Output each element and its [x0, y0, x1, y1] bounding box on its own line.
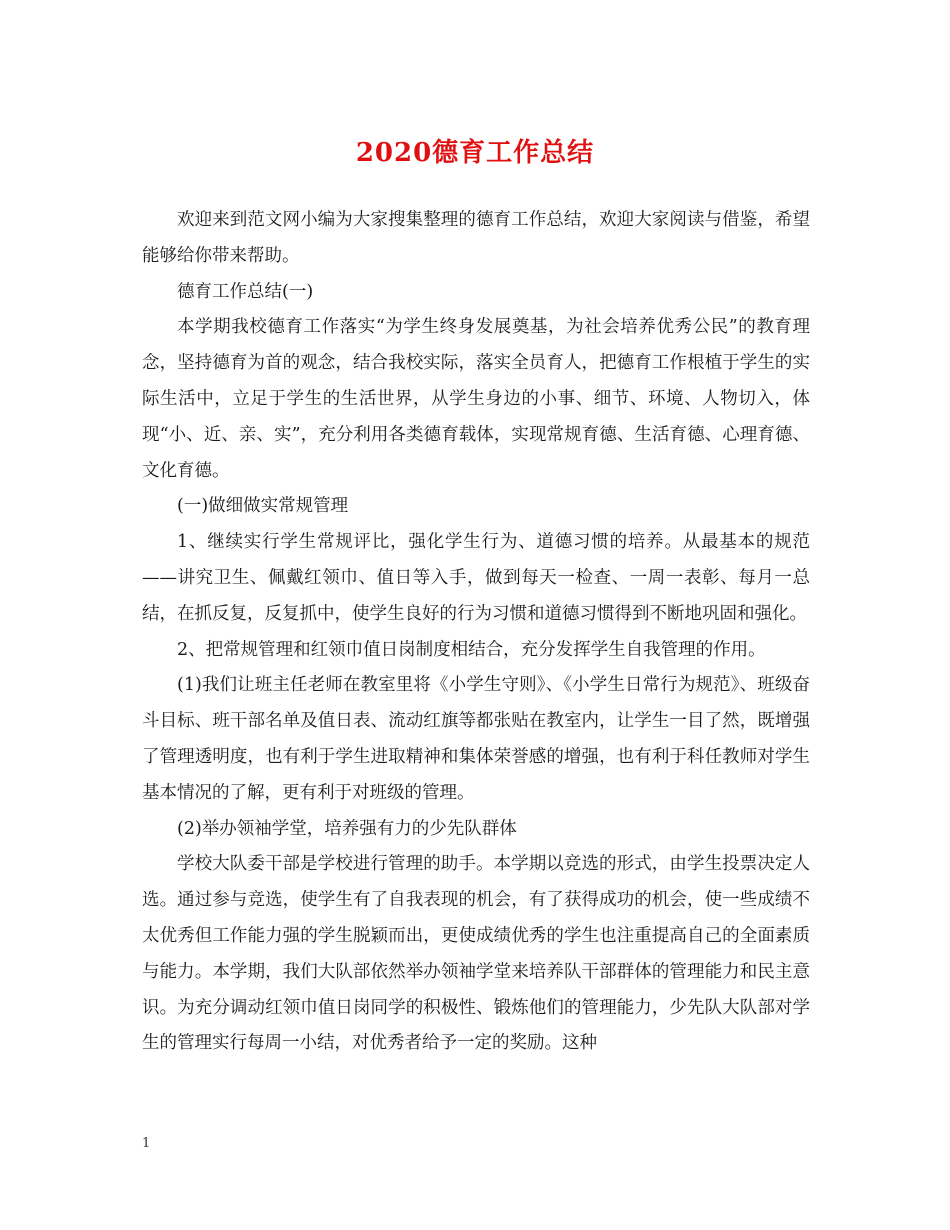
paragraph-subitem-2: (2)举办领袖学堂，培养强有力的少先队群体	[177, 818, 517, 839]
section-heading-1: 德育工作总结(一)	[177, 281, 314, 302]
paragraph-intro: 欢迎来到范文网小编为大家搜集整理的德育工作总结，欢迎大家阅读与借鉴，希望能够给你带来帮助。	[142, 210, 810, 266]
document-title: 2020德育工作总结	[355, 138, 595, 168]
paragraph-overview: 本学期我校德育工作落实“为学生终身发展奠基，为社会培养优秀公民”的教育理念，坚持德育为首的观念，结合我校实际，落实全员育人，把德育工作根植于学生的实际生活中，立足于学生的生活世界，从学生身边的小事、细节、环境、人物切入，体现“小、近、亲、实”，充分利用各类德育载体，实现常规育德、生活育德、心理育德、文化育德。	[142, 317, 810, 481]
paragraph-leaders: 学校大队委干部是学校进行管理的助手。本学期以竞选的形式，由学生投票决定人选。通过参与竞选，使学生有了自我表现的机会，有了获得成功的机会，使一些成绩不太优秀但工作能力强的学生脱颖而出，更使成绩优秀的学生也注重提高自己的全面素质与能力。本学期，我们大队部依然举办领袖学堂来培养队干部群体的管理能力和民主意识。为充分调动红领巾值日岗同学的积极性、锻炼他们的管理能力，少先队大队部对学生的管理实行每周一小结，对优秀者给予一定的奖励。这种	[142, 854, 810, 1054]
document-body	[142, 203, 810, 1062]
paragraph-subitem-1: (1)我们让班主任老师在教室里将《小学生守则》、《小学生日常行为规范》、班级奋斗目标、班干部名单及值日表、流动红旗等都张贴在教室内，让学生一目了然，既增强了管理透明度，也有利于学生进取精神和集体荣誉感的增强，也有利于科任教师对学生基本情况的了解，更有利于对班级的管理。	[142, 675, 810, 803]
paragraph-item-1: 1、继续实行学生常规评比，强化学生行为、道德习惯的培养。从最基本的规范——讲究卫生、佩戴红领巾、值日等入手，做到每天一检查、一周一表彰、每月一总结，在抓反复，反复抓中，使学生良好的行为习惯和道德习惯得到不断地巩固和强化。	[142, 532, 810, 624]
page-number: 1	[142, 1136, 151, 1151]
paragraph-item-2: 2、把常规管理和红领巾值日岗制度相结合，充分发挥学生自我管理的作用。	[177, 639, 766, 660]
subsection-heading-routine: (一)做细做实常规管理	[177, 496, 349, 517]
